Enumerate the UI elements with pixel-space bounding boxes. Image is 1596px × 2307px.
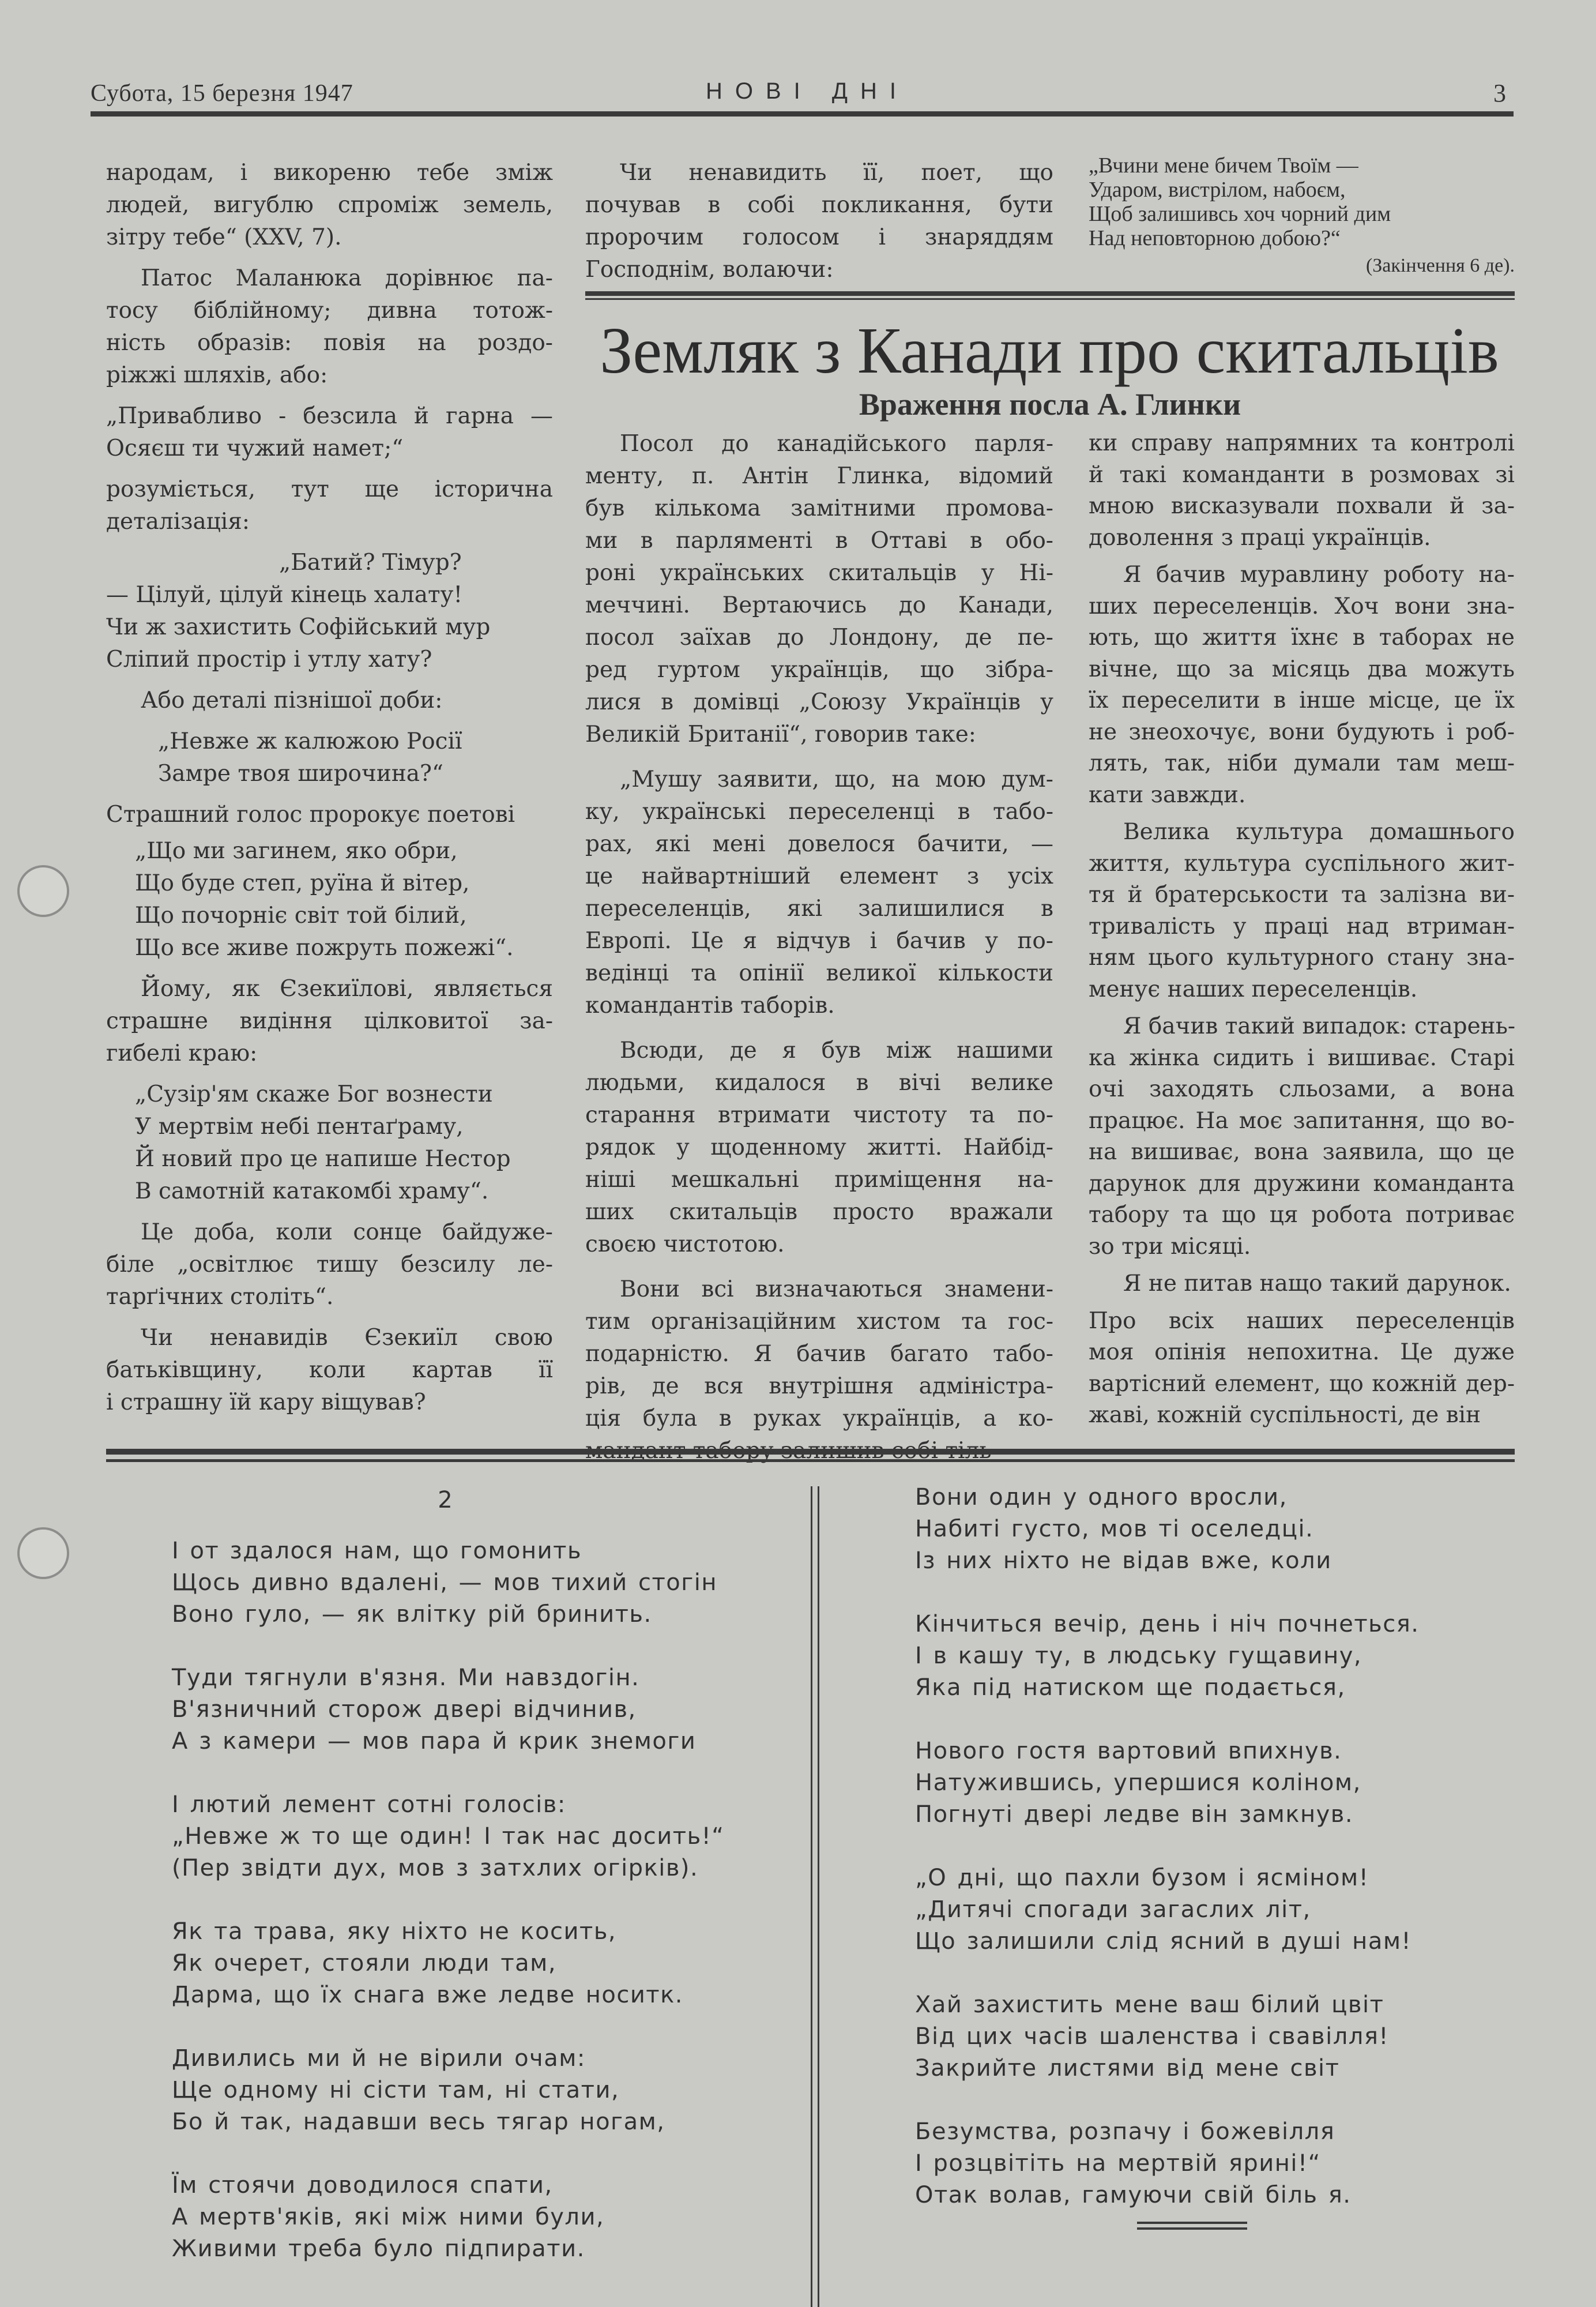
verse-line: Живими треба було підпирати. [172,2235,585,2262]
text-line: біле „освітлює тишу безсилу ле- [106,1252,553,1278]
text-line: розуміється, тут ще історична [106,476,553,502]
verse-line: Із них ніхто не відав вже, коли [915,1547,1332,1574]
text-line: ція була в руках українців, а ко- [585,1406,1053,1431]
text-line: народам, і викореню тебе зміж [106,160,553,186]
text-line: командантів таборів. [585,993,835,1019]
verse-line: І в кашу ту, в людську гущавину, [915,1643,1362,1669]
text-line: Або деталі пізнішої доби: [141,687,443,713]
section-divider [106,1459,1515,1462]
paragraph [1089,428,1515,554]
text-line: Йому, як Єзекиїлові, являється [141,976,553,1002]
verse-quote [106,799,553,831]
article-headline: Земляк з Канади про скитальців [600,314,1499,387]
text-line: ніші мешкальні приміщення на- [585,1167,1053,1193]
text-line: був кількома замітними промова- [585,495,1053,521]
text-line: Чи ненавидів Єзекиїл свою [141,1325,553,1351]
text-line: кати завжди. [1089,781,1246,808]
stanza [172,1662,724,1757]
poem-right-column [915,1482,1420,2243]
verse-line: (Пер звідти дух, мов з затхлих огірків). [172,1855,699,1881]
text-line: пророчим голосом і знаряддям [585,224,1053,250]
text-line: Що почорніє світ той білий, [135,903,467,929]
paragraph [585,764,1053,1022]
text-line: „Мушу заявити, що, на мою дум- [620,767,1053,792]
text-line: зо три місяці. [1089,1233,1251,1260]
stanza [915,1862,1420,1957]
verse-line: Щоб залишивсь хоч чорний дим [1089,202,1391,226]
article-column-1 [585,428,1053,1480]
article-subheadline: Враження посла А. Глинки [859,387,1241,422]
verse-quote [106,1079,553,1208]
text-line: лися в домівці „Союзу Українців у [585,689,1053,715]
issue-date: Субота, 15 березня 1947 [91,80,353,107]
verse-line: Кінчиться вечір, день і ніч почнеться. [915,1611,1420,1637]
text-line: В самотній катакомбі храму“. [135,1178,489,1204]
text-line: батьківщину, коли картав її [106,1357,553,1383]
paragraph [106,1216,553,1313]
text-line: ку, українські переселенці в табо- [585,799,1053,825]
stanza [172,1789,724,1884]
paragraph [585,157,1053,286]
text-line: подарністю. Я бачив багато табо- [585,1341,1053,1367]
verse-line: „Вчини мене бичем Твоїм — [1089,153,1358,178]
essay-column-1 [106,157,553,1427]
stanza [172,1916,724,2011]
verse-line: Безумства, розпачу і божевілля [915,2118,1335,2145]
text-line: це найвартніший елемент з усіх [585,863,1053,889]
stanza [915,1989,1420,2084]
text-line: деталізація: [106,509,250,535]
text-line: рів, де вся внутрішня адміністра- [585,1373,1053,1399]
text-line: не знеохочує, вони будують і роб- [1089,719,1515,745]
verse-line: Воно гуло, — як влітку рій бринить. [172,1601,652,1628]
verse-line: Дарма, що їх снага вже ледве носитк. [172,1982,683,2008]
column-divider [811,1486,812,2307]
text-line: ред гуртом українців, що зібра- [585,657,1053,683]
verse-quote [106,835,553,964]
text-line: У мертвім небі пентаґраму, [135,1114,464,1140]
text-line: і страшну їй кару віщував? [106,1389,426,1415]
text-line: меччині. Вертаючись до Канади, [585,592,1053,618]
text-line: ність образів: повія на роздо- [106,330,553,356]
verse-line: Ударом, вистрілом, набоєм, [1089,178,1346,202]
text-line: очі заходять сльозами, а вона [1089,1076,1515,1102]
text-line: ших скитальців просто вражали [585,1199,1053,1225]
text-line: тривалість у праці над втриман- [1089,913,1515,940]
newspaper-masthead: НОВІ ДНІ [706,78,909,104]
text-line: Господнім, волаючи: [585,257,834,283]
text-line: рах, які мені довелося бачити, — [585,831,1053,857]
text-line: Всюди, де я був між нашими [620,1038,1053,1064]
verse-line: Ще одному ні сісти там, ні стати, [172,2077,620,2103]
verse-quote [106,400,553,465]
verse-line: Як очерет, стояли люди там, [172,1950,557,1977]
stanza [915,2116,1420,2211]
text-line: Вони всі визначаються знамени- [620,1276,1053,1302]
text-line: переселенців, які залишилися в [585,896,1053,922]
text-line: тя й братерськости та залізна ви- [1089,882,1515,908]
text-line: їх переселити в інше місце, це їх [1089,687,1515,713]
verse-line: Погнуті двері ледве він замкнув. [915,1801,1354,1828]
text-line: своєю чистотою. [585,1231,785,1257]
verse-line: Бо й так, надавши весь тягар ногам, [172,2109,665,2135]
verse-line: А мертв'яків, які між ними були, [172,2204,605,2230]
text-line: доволення з праці українців. [1089,524,1431,551]
column-divider [818,1486,819,2307]
text-line: ка жінка сидить і вишиває. Старі [1089,1044,1515,1071]
text-line: Осяєш ти чужий намет;“ [106,435,404,461]
essay-column-2-continuation [585,157,1053,295]
verse-quote [106,726,553,790]
text-line: „Привабливо - безсила й гарна — [106,403,553,429]
verse-line: Їм стоячи доводилося спати, [172,2172,553,2199]
end-mark [1137,2222,1247,2224]
verse-line: І розцвітіть на мертвій ярині!“ [915,2150,1321,2177]
text-line: менту, п. Антін Глинка, відомий [585,463,1053,489]
stanza [172,2043,724,2138]
text-line: людьми, кидалося в вічі велике [585,1070,1053,1096]
text-line: Я бачив такий випадок: старень- [1123,1013,1516,1039]
end-mark [1137,2227,1247,2230]
verse-line: „Дитячі спогади загаслих літ, [915,1896,1311,1923]
text-line: почував в собі покликання, бути [585,192,1053,218]
text-line: страшне видіння цілковитої за- [106,1008,553,1034]
text-line: гибелі краю: [106,1040,258,1066]
text-line: старання втримати чистоту та по- [585,1102,1053,1128]
text-line: менує наших переселенців. [1089,976,1418,1002]
text-line: Що все живе пожруть пожежі“. [135,935,514,961]
section-divider [106,1449,1515,1455]
text-line: лять, так, ніби думали там меш- [1089,750,1515,776]
text-line: ням цього культурного стану зна- [1089,945,1515,971]
verse-line: Що залишили слід ясний в душі нам! [915,1928,1412,1955]
paragraph [1089,1268,1515,1300]
verse-line: Вони один у одного вросли, [915,1484,1288,1511]
text-line: Патос Маланюка дорівнює па- [141,265,553,291]
verse-quote [1089,153,1515,250]
paragraph [106,157,553,254]
text-line: ми в парляменті в Оттаві в обо- [585,528,1053,554]
paragraph [1089,1306,1515,1431]
text-line: тарґічних століть“. [106,1284,334,1310]
punch-hole [17,865,69,917]
text-line: жаві, кожній суспільності, де він [1089,1402,1481,1428]
text-line: тосу біблійному; дивна тотож- [106,298,553,324]
text-line: тим організаційним хистом та гос- [585,1309,1053,1335]
text-line: Велика культура домашнього [1123,819,1515,845]
text-line: Великій Британії“, говорив таке: [585,722,976,747]
text-line: рядок у щоденному житті. Найбід- [585,1134,1053,1160]
continuation-note: (Закінчення 6 де). [1365,255,1515,276]
text-line: Сліпий простір і утлу хату? [106,647,432,672]
text-line: ведінці та опінії великої кількости [585,960,1053,986]
paragraph [1089,559,1515,811]
text-line: вартісний елемент, що кожній дер- [1089,1370,1515,1397]
text-line: Чи ненавидить її, поет, що [620,160,1053,186]
punch-hole [17,1527,69,1579]
section-divider [585,291,1515,296]
verse-line: Від цих часів шаленства і свавілля! [915,2023,1389,2050]
verse-line: Дивились ми й не вірили очам: [172,2045,586,2072]
verse-line: Як та трава, яку ніхто не косить, [172,1918,617,1945]
text-line: моя опінія непохитна. Це дуже [1089,1339,1515,1365]
verse-line: „Невже ж то ще один! І так нас досить!“ [172,1823,725,1850]
text-line: роні українських скитальців у Ні- [585,560,1053,586]
verse-line: Натужившись, упершися коліном, [915,1769,1361,1796]
poem-section-number: 2 [438,1487,453,1513]
poem-left-column [172,1535,724,2297]
text-line: працює. На моє запитання, що во- [1089,1107,1515,1134]
text-line: на вишиває, вона заявила, що це [1089,1139,1515,1165]
verse-line: Закрийте листями від мене світ [915,2055,1340,2081]
paragraph [585,1273,1053,1467]
verse-line: Щось дивно вдалені, — мов тихий стогін [172,1569,718,1596]
text-line: Замре твоя широчина?“ [158,761,443,787]
verse-line: І от здалося нам, що гомонить [172,1538,582,1564]
text-line: ють, що життя їхнє в таборах не [1089,625,1515,651]
stanza [172,1535,724,1630]
text-line: Про всіх наших переселенців [1089,1307,1515,1334]
text-line: Чи ж захистить Софійський мур [106,614,491,640]
text-line: ріжжі шляхів, або: [106,362,328,388]
text-line: „Сузір'ям скаже Бог вознести [135,1081,493,1107]
text-line: ших переселенців. Хоч вони зна- [1089,593,1515,619]
stanza [915,1482,1420,1577]
text-line: Й новий про це напише Нестор [135,1146,511,1172]
section-divider [585,298,1515,300]
text-line: Що буде степ, руїна й вітер, [135,870,470,896]
verse-line: Над неповторною добою?“ [1089,226,1341,250]
text-line: життя, культура суспільного жит- [1089,850,1515,877]
stanza [915,1609,1420,1704]
paragraph [585,1035,1053,1261]
verse-line: Отак волав, гамуючи свій біль я. [915,2182,1352,2208]
verse-line: „О дні, що пахли бузом і ясміном! [915,1865,1369,1891]
paragraph [1089,1011,1515,1263]
verse-line: Хай захистить мене ваш білий цвіт [915,1992,1384,2018]
text-line: — Цілуй, цілуй кінець халату! [106,582,463,608]
page-number: 3 [1493,79,1506,107]
text-line: Европі. Це я відчув і бачив у по- [585,928,1053,954]
paragraph [106,474,553,538]
text-line: „Батий? Тімур? [279,550,462,576]
paragraph [585,428,1053,751]
text-line: Посол до канадійського парля- [620,431,1053,457]
stanza [172,2170,724,2265]
verse-line: Туди тягнули в'язня. Ми навздогін. [172,1665,640,1691]
text-line: дарунок для дружини команданта [1089,1170,1515,1197]
verse-line: І лютий лемент сотні голосів: [172,1791,566,1818]
verse-line: Яка під натиском ще подається, [915,1674,1346,1701]
paragraph [106,1322,553,1419]
paragraph [106,973,553,1070]
verse-quote [106,685,553,717]
text-line: вічне, що за місяць два можуть [1089,656,1515,682]
text-line: й такі команданти в розмовах зі [1089,461,1515,488]
paragraph [106,262,553,392]
text-line: Я бачив муравлину роботу на- [1123,562,1515,588]
verse-line: Набиті густо, мов ті оселедці. [915,1516,1314,1542]
essay-closing-quote [1089,153,1515,278]
text-line: „Що ми загинем, яко обри, [135,838,458,864]
text-line: табору та що ця робота потриває [1089,1202,1515,1228]
text-line: ки справу напрямних та контролі [1089,430,1515,456]
text-line: зітру тебе“ (XXV, 7). [106,224,342,250]
article-column-2 [1089,428,1515,1437]
text-line: людей, вигублю спроміж земель, [106,192,553,218]
text-line: Страшний голос пророкує поетові [106,802,515,828]
text-line: мною висказували похвали й за- [1089,493,1515,519]
header-rule [91,111,1514,117]
paragraph [1089,817,1515,1005]
text-line: посол заїхав до Лондону, де пе- [585,625,1053,651]
verse-quote [106,547,553,676]
verse-line: В'язничний сторож двері відчинив, [172,1696,637,1723]
text-line: Це доба, коли сонце байдуже- [141,1219,553,1245]
verse-line: Нового гостя вартовий впихнув. [915,1738,1342,1764]
verse-line: А з камери — мов пара й крик знемоги [172,1728,697,1754]
text-line: Я не питав нащо такий дарунок. [1123,1271,1511,1297]
stanza [915,1735,1420,1831]
text-line: „Невже ж калюжою Росії [158,728,462,754]
